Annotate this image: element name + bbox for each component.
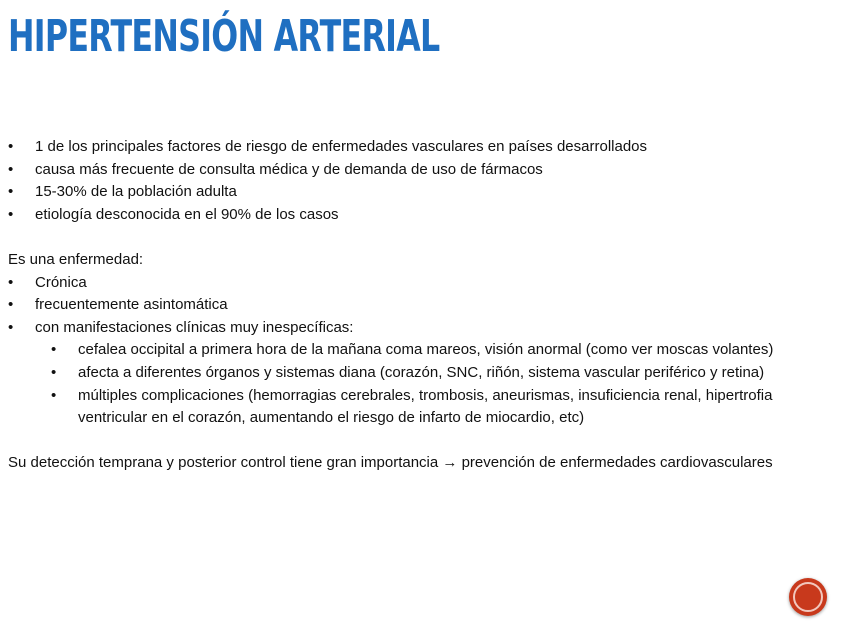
disease-bullet: • Crónica [8, 272, 808, 295]
disease-heading: Es una enfermedad: [8, 250, 144, 268]
manifestation-item: • múltiples complicaciones (hemorragias cerebrales, trombosis, aneurismas, insuficiencia renal, hipertrofia ventricular en el corazón, aumentando el riesgo de infarto de miocardio, etc) [35, 385, 808, 430]
intro-bullet: • 1 de los principales factores de riesgo de enfermedades vasculares en países desarrollados [8, 136, 808, 159]
circle-button-icon[interactable] [789, 578, 827, 616]
right-arrow-icon: → [442, 454, 458, 472]
manifestation-item: • afecta a diferentes órganos y sistemas diana (corazón, SNC, riñón, sistema vascular periférico y retina) [35, 362, 808, 385]
spacer [8, 430, 808, 453]
disease-bullet-manifestations [8, 317, 808, 340]
intro-bullet: • causa más frecuente de consulta médica y de demanda de uso de fármacos [8, 159, 808, 182]
manifestations-list [8, 339, 808, 429]
intro-bullet: • etiología desconocida en el 90% de los casos [8, 204, 808, 227]
conclusion-start: Su detección temprana y posterior control tiene gran importancia [8, 454, 439, 472]
spacer [8, 226, 808, 249]
slide-content [8, 136, 808, 475]
intro-bullet: • 15-30% de la población adulta [8, 181, 808, 204]
slide-title: HIPERTENSIÓN ARTERIAL [8, 11, 440, 62]
intro-bullet-list [8, 136, 808, 226]
manifestation-item: • cefalea occipital a primera hora de la mañana coma mareos, visión anormal (como ver moscas volantes) [35, 339, 808, 362]
conclusion-end: prevención de enfermedades cardiovasculares [461, 454, 773, 472]
disease-bullet-list [8, 272, 808, 340]
disease-bullet: • frecuentemente asintomática [8, 294, 808, 317]
conclusion-paragraph [8, 452, 808, 475]
disease-bullet-label: con manifestaciones clínicas muy inespecíficas: [35, 318, 354, 336]
